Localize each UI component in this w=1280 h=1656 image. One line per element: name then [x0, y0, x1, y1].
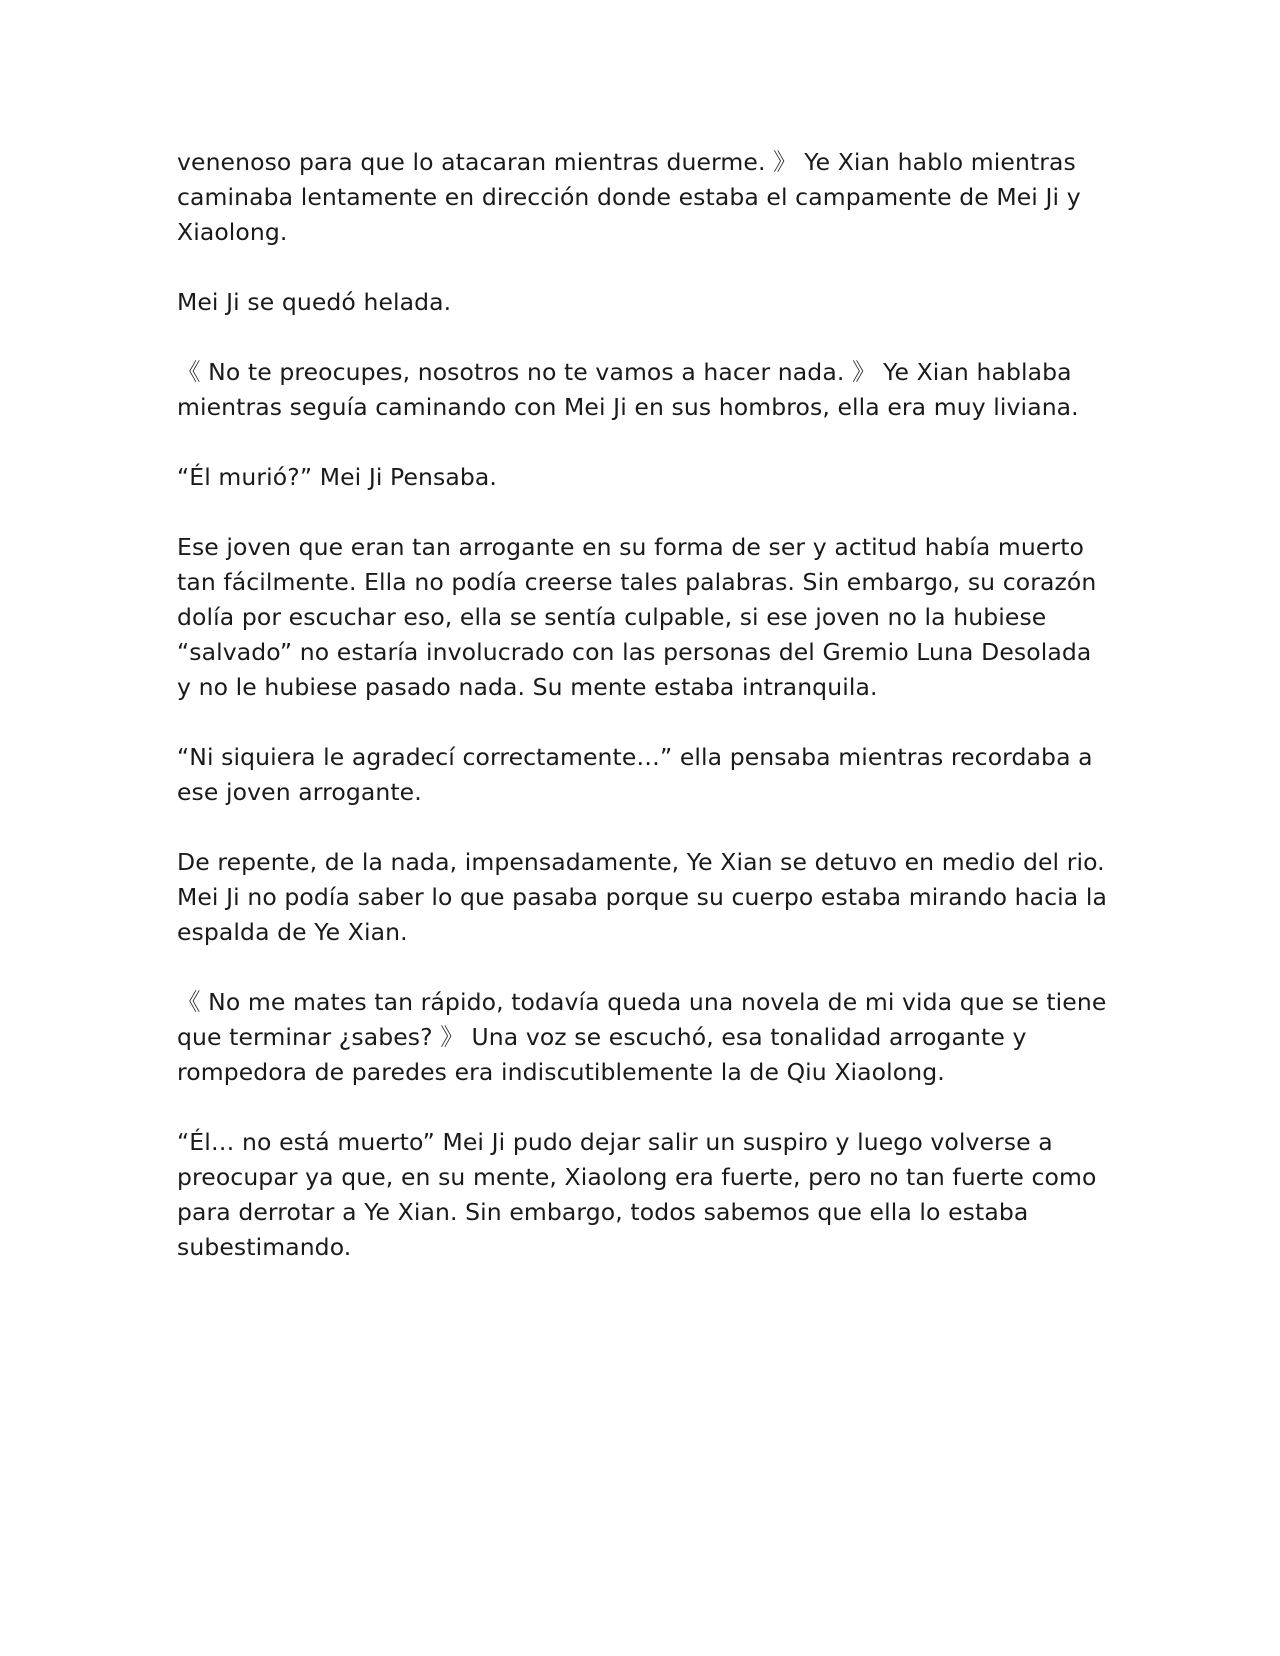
paragraph: “Él murió?” Mei Ji Pensaba.	[177, 463, 497, 491]
paragraph: 《 No me mates tan rápido, todavía queda una novela de mi vida que se tiene que terminar ¿sabes? 》 Una voz se escuchó, esa tonalidad arrogante y rompedora de paredes era indiscutiblemente la de Qiu Xiaolong.	[177, 988, 1107, 1086]
paragraph: venenoso para que lo atacaran mientras duerme. 》 Ye Xian hablo mientras caminaba lentamente en dirección donde estaba el campamente de Mei Ji y Xiaolong.	[177, 148, 1081, 246]
paragraph: 《 No te preocupes, nosotros no te vamos a hacer nada. 》 Ye Xian hablaba mientras seguía caminando con Mei Ji en sus hombros, ella era muy liviana.	[177, 358, 1079, 421]
document-body	[177, 145, 1107, 1265]
paragraph: De repente, de la nada, impensadamente, Ye Xian se detuvo en medio del rio. Mei Ji no podía saber lo que pasaba porque su cuerpo estaba mirando hacia la espalda de Ye Xian.	[177, 848, 1108, 946]
paragraph: Mei Ji se quedó helada.	[177, 288, 452, 316]
paragraph: “Él… no está muerto” Mei Ji pudo dejar salir un suspiro y luego volverse a preocupar ya que, en su mente, Xiaolong era fuerte, pero no tan fuerte como para derrotar a Ye Xian. Sin embargo, todos sabemos que ella lo estaba subestimando.	[177, 1128, 1097, 1261]
paragraph: “Ni siquiera le agradecí correctamente…” ella pensaba mientras recordaba a ese joven arrogante.	[177, 743, 1093, 806]
paragraph: Ese joven que eran tan arrogante en su forma de ser y actitud había muerto tan fácilmente. Ella no podía creerse tales palabras. Sin embargo, su corazón dolía por escuchar eso, ella se sentía culpable, si ese joven no la hubiese “salvado” no estaría involucrado con las personas del Gremio Luna Desolada y no le hubiese pasado nada. Su mente estaba intranquila.	[177, 533, 1097, 701]
